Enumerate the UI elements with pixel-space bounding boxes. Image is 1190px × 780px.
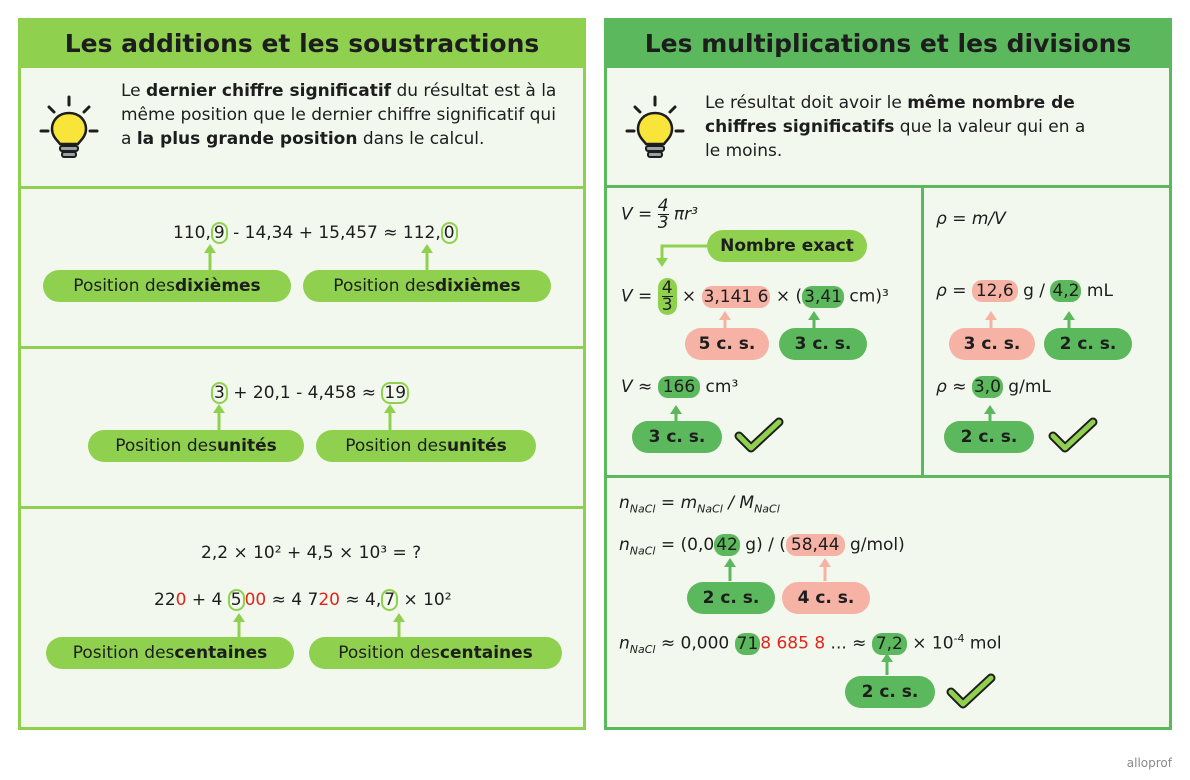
equation-question: 2,2 × 10² + 4,5 × 10³ = ? xyxy=(201,543,422,563)
formula-volume: V = $\frac{4}{3}$ πr³ xyxy=(621,196,698,233)
equation: 110, 9 - 14,34 + 15,457 ≈ 112, 0 xyxy=(173,222,458,244)
arrow-up-icon xyxy=(21,349,589,509)
equation: 220 + 4 5 00 ≈ 4 720 ≈ 4, 7 × 10² xyxy=(154,590,452,610)
label-hundreds-1: Position des centaines xyxy=(46,637,294,669)
label-3-sig-figs: 3 c. s. xyxy=(949,328,1035,360)
label-hundreds-2: Position des centaines xyxy=(309,637,562,669)
moles-result: $n_{NaCl} \approx 0,000$ 71 8 685 8 ... ≈ $7,2 \times 10^{-4}$ mol xyxy=(619,632,1002,657)
density-calculation: ρ = 12,6 g / 4,2 mL xyxy=(936,281,1113,301)
lightbulb-icon xyxy=(39,93,99,163)
label-tenths-2: Position des dixièmes xyxy=(303,270,551,302)
equation: 3 + 20,1 - 4,458 ≈ 19 xyxy=(211,382,409,404)
formula-moles: $n_{NaCl} = m_{NaCl} / M_{NaCl}$ xyxy=(619,493,780,516)
additions-rule-text: Le dernier chiffre significatif du résultat est à la même position que le dernier chiffre significatif qui a la plus grande position dans le calcul. xyxy=(121,81,557,149)
additions-title: Les additions et les soustractions xyxy=(18,18,586,68)
label-result-2-sig-figs: 2 c. s. xyxy=(944,421,1034,453)
arrow-up-icon xyxy=(21,189,589,349)
density-result: ρ ≈ 3,0 g/mL xyxy=(936,377,1051,397)
example-tenths xyxy=(21,186,583,346)
multiplications-rule-text: Le résultat doit avoir le même nombre de chiffres significatifs que la valeur qui en a le moins. xyxy=(705,93,1086,161)
arrow-up-icon xyxy=(21,509,589,733)
lightbulb-icon xyxy=(625,93,685,163)
label-5-sig-figs: 5 c. s. xyxy=(685,328,769,360)
density-example xyxy=(924,188,1172,475)
label-4-sig-figs: 4 c. s. xyxy=(782,582,870,614)
example-hundreds xyxy=(21,506,583,730)
label-result-3-sig-figs: 3 c. s. xyxy=(632,421,722,453)
label-3-sig-figs: 3 c. s. xyxy=(779,328,867,360)
alloprof-logo: alloprof xyxy=(1126,756,1172,770)
sphere-volume-example xyxy=(607,188,921,475)
check-icon xyxy=(735,418,783,454)
multiplications-panel xyxy=(604,18,1172,730)
label-units-2: Position des unités xyxy=(316,430,536,462)
check-icon xyxy=(947,674,995,710)
formula-density: ρ = m/V xyxy=(936,209,1006,229)
volume-result: V ≈ 166 cm³ xyxy=(621,377,739,397)
example-units xyxy=(21,346,583,506)
label-result-2-sig-figs: 2 c. s. xyxy=(845,676,935,708)
check-icon xyxy=(1049,418,1097,454)
label-2-sig-figs: 2 c. s. xyxy=(1044,328,1132,360)
label-2-sig-figs: 2 c. s. xyxy=(687,582,775,614)
moles-calculation: $n_{NaCl} = (0,0$ 42 g) / ( 58,44 g/mol) xyxy=(619,535,905,558)
label-units-1: Position des unités xyxy=(88,430,304,462)
volume-calculation: V = $\frac{4}{3}$ × 3,141 6 × ( 3,41 cm)³ xyxy=(621,278,889,315)
moles-example xyxy=(607,475,1169,730)
label-tenths-1: Position des dixièmes xyxy=(43,270,291,302)
label-exact-number: Nombre exact xyxy=(707,230,867,262)
multiplications-title: Les multiplications et les divisions xyxy=(604,18,1172,68)
additions-panel xyxy=(18,18,586,730)
